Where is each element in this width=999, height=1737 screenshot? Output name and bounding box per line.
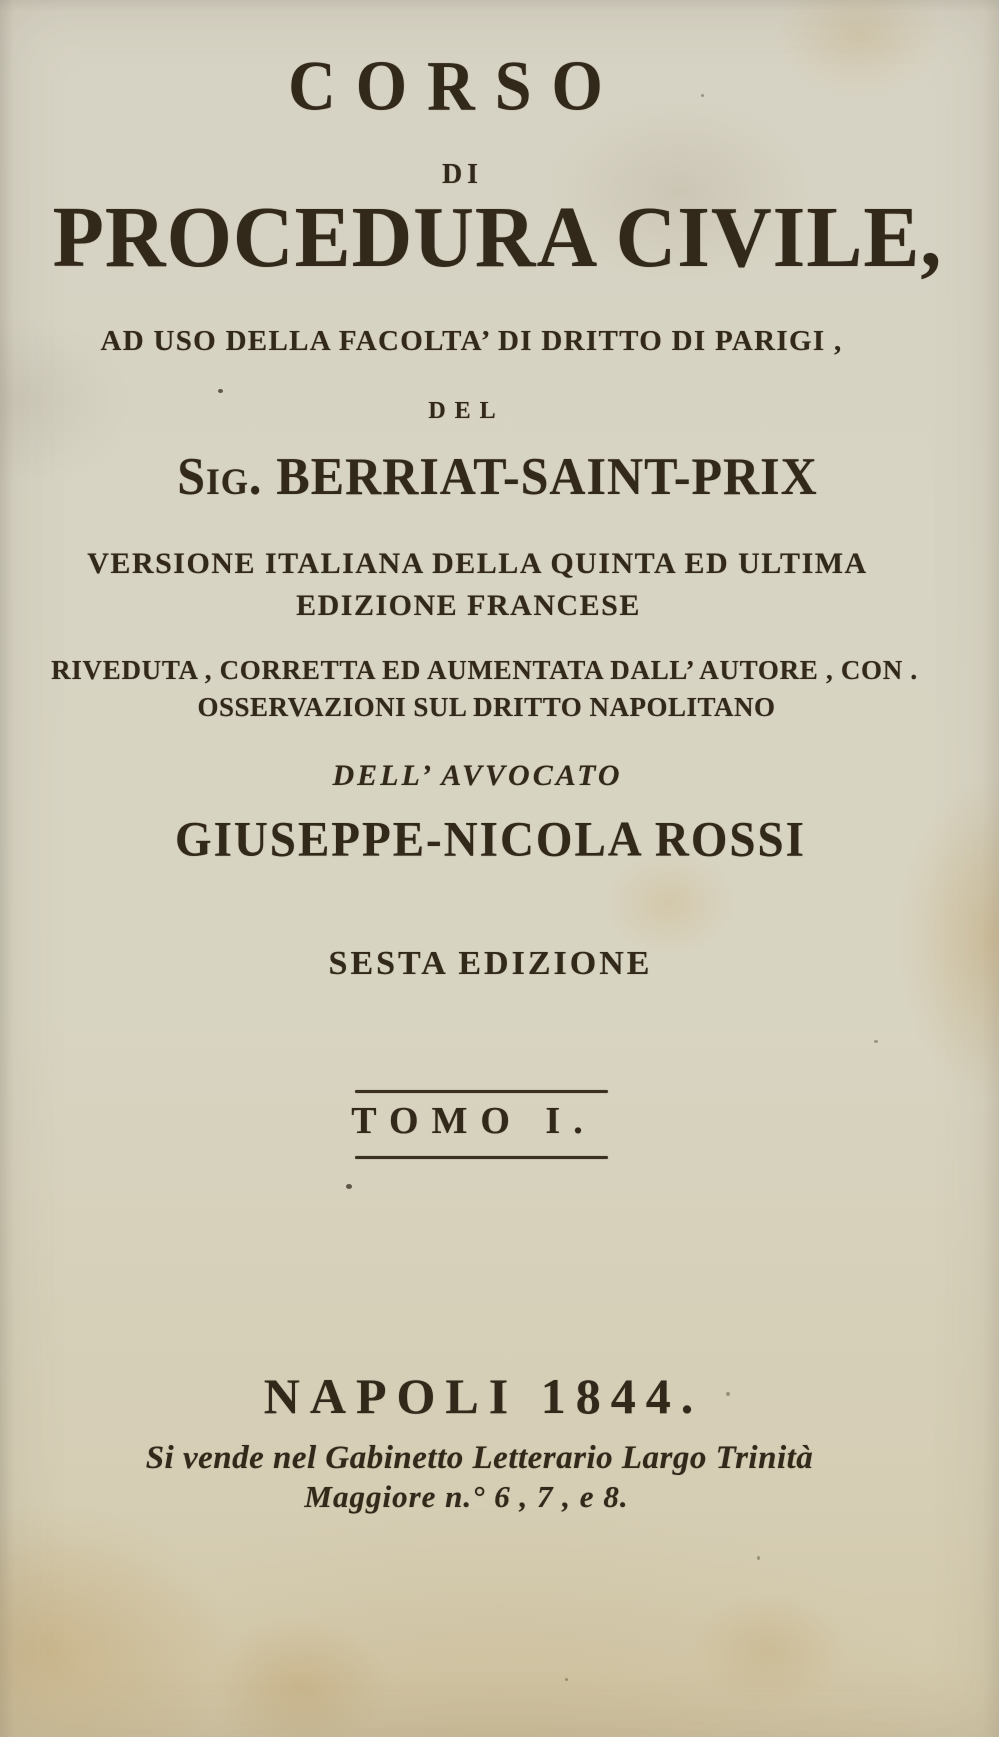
imprint-city-year: NAPOLI 1844. xyxy=(263,1368,704,1424)
translator-intro: DELL’ AVVOCATO xyxy=(332,759,623,792)
book-title-word-1: CORSO xyxy=(288,47,623,126)
paper-speck xyxy=(726,1392,730,1396)
volume-rule-top xyxy=(355,1090,608,1093)
revision-statement-line2: OSSERVAZIONI SUL DRITTO NAPOLITANO xyxy=(197,692,776,722)
version-statement-line2: EDIZIONE FRANCESE xyxy=(296,589,641,622)
ink-speck xyxy=(346,1184,352,1189)
revision-statement-line1: RIVEDUTA , CORRETTA ED AUMENTATA DALL’ AUTORE , CON . xyxy=(51,655,918,685)
paper-speck xyxy=(565,1678,568,1681)
author-line xyxy=(0,448,997,504)
ink-speck xyxy=(218,389,223,393)
volume-rule-bottom xyxy=(355,1156,608,1159)
paper-speck xyxy=(874,1040,878,1043)
imprint-seller-line2: Maggiore n.° 6 , 7 , e 8. xyxy=(304,1479,629,1514)
volume-number: TOMO I. xyxy=(351,1100,596,1142)
translator-name: GIUSEPPE-NICOLA ROSSI xyxy=(175,812,806,868)
author-honorific: Sig. xyxy=(177,446,263,506)
dedication-line: AD USO DELLA FACOLTA’ DI DRITTO DI PARIGI , xyxy=(100,325,843,357)
imprint-seller-line1: Si vende nel Gabinetto Letterario Largo Trinità xyxy=(145,1440,814,1476)
paper-speck xyxy=(701,94,704,97)
book-title-main: PROCEDURA CIVILE, xyxy=(52,189,943,286)
version-statement-line1: VERSIONE ITALIANA DELLA QUINTA ED ULTIMA xyxy=(87,547,868,580)
paper-speck xyxy=(757,1556,760,1560)
edition-statement: SESTA EDIZIONE xyxy=(328,945,653,982)
book-title-word-2: DI xyxy=(441,159,484,190)
byline-del-label: DEL xyxy=(428,398,505,424)
author-name: BERRIAT-SAINT-PRIX xyxy=(276,446,818,506)
